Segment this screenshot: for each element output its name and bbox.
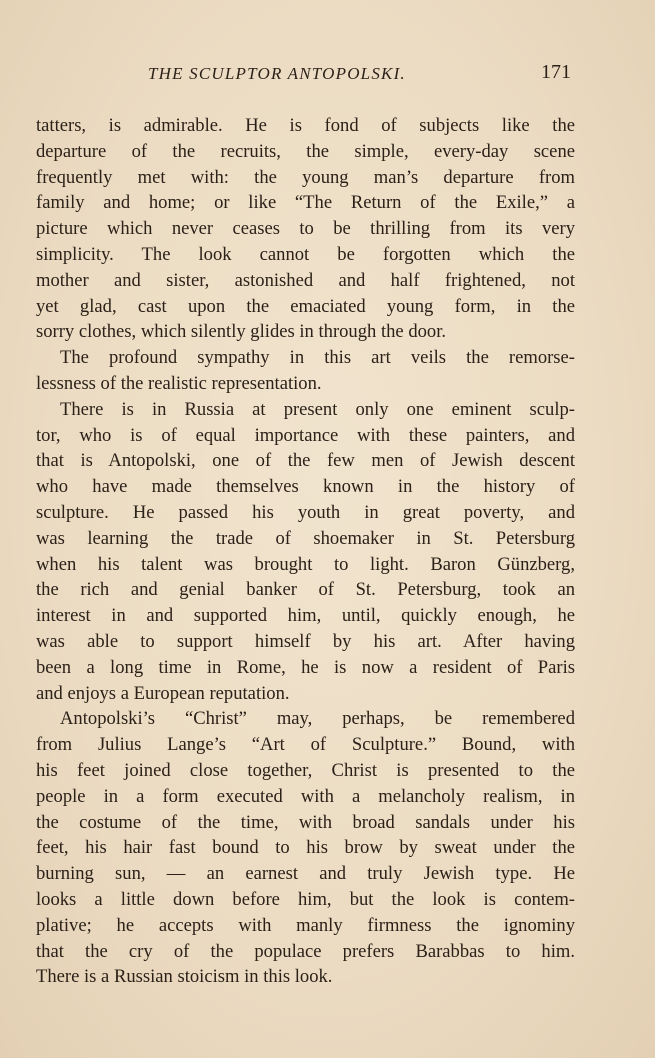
text-line: tor, who is of equal importance with these painters, and <box>36 424 575 446</box>
text-line: mother and sister, astonished and half frightened, not <box>36 269 575 291</box>
text-line: Antopolski’s “Christ” may, perhaps, be remembered <box>60 708 575 730</box>
page-number: 171 <box>541 61 571 83</box>
text-line: tatters, is admirable. He is fond of subjects like the <box>36 115 575 136</box>
body-text <box>36 113 575 990</box>
text-line: family and home; or like “The Return of the Exile,” a <box>36 192 575 214</box>
text-line: that is Antopolski, one of the few men of Jewish descent <box>36 450 575 472</box>
text-line: The profound sympathy in this art veils the remorse- <box>60 347 575 369</box>
text-line: that the cry of the populace prefers Barabbas to him. <box>36 940 575 962</box>
text-line: looks a little down before him, but the look is contem- <box>36 888 575 910</box>
text-line: There is a Russian stoicism in this look. <box>36 966 333 988</box>
text-line: his feet joined close together, Christ is presented to the <box>36 759 575 781</box>
text-line: interest in and supported him, until, quickly enough, he <box>36 605 575 627</box>
text-line: There is in Russia at present only one eminent sculp- <box>60 398 575 420</box>
text-line: the rich and genial banker of St. Petersburg, took an <box>36 579 575 601</box>
text-line: was learning the trade of shoemaker in St. Petersburg <box>36 527 575 549</box>
text-line: and enjoys a European reputation. <box>36 682 290 704</box>
text-line: yet glad, cast upon the emaciated young form, in the <box>36 295 575 317</box>
text-line: been a long time in Rome, he is now a resident of Paris <box>36 656 575 678</box>
text-line: sculpture. He passed his youth in great poverty, and <box>36 501 575 523</box>
text-line: frequently met with: the young man’s departure from <box>36 166 575 188</box>
text-line: burning sun, — an earnest and truly Jewish type. He <box>36 863 575 885</box>
text-line: when his talent was brought to light. Baron Günzberg, <box>36 553 575 575</box>
text-line: was able to support himself by his art. After having <box>36 630 575 652</box>
text-line: feet, his hair fast bound to his brow by sweat under the <box>36 837 575 859</box>
running-title: THE SCULPTOR ANTOPOLSKI. <box>148 64 406 83</box>
text-line: people in a form executed with a melancholy realism, in <box>36 785 575 807</box>
text-line: simplicity. The look cannot be forgotten which the <box>36 243 575 265</box>
text-line: departure of the recruits, the simple, every-day scene <box>36 140 575 162</box>
text-line: who have made themselves known in the history of <box>36 476 575 498</box>
running-head <box>36 61 575 88</box>
text-line: plative; he accepts with manly firmness the ignominy <box>36 914 575 936</box>
text-line: picture which never ceases to be thrilling from its very <box>36 218 575 240</box>
text-line: lessness of the realistic representation. <box>36 372 322 394</box>
text-line: sorry clothes, which silently glides in through the door. <box>36 321 447 343</box>
text-line: the costume of the time, with broad sandals under his <box>36 811 575 833</box>
text-line: from Julius Lange’s “Art of Sculpture.” Bound, with <box>36 734 575 756</box>
